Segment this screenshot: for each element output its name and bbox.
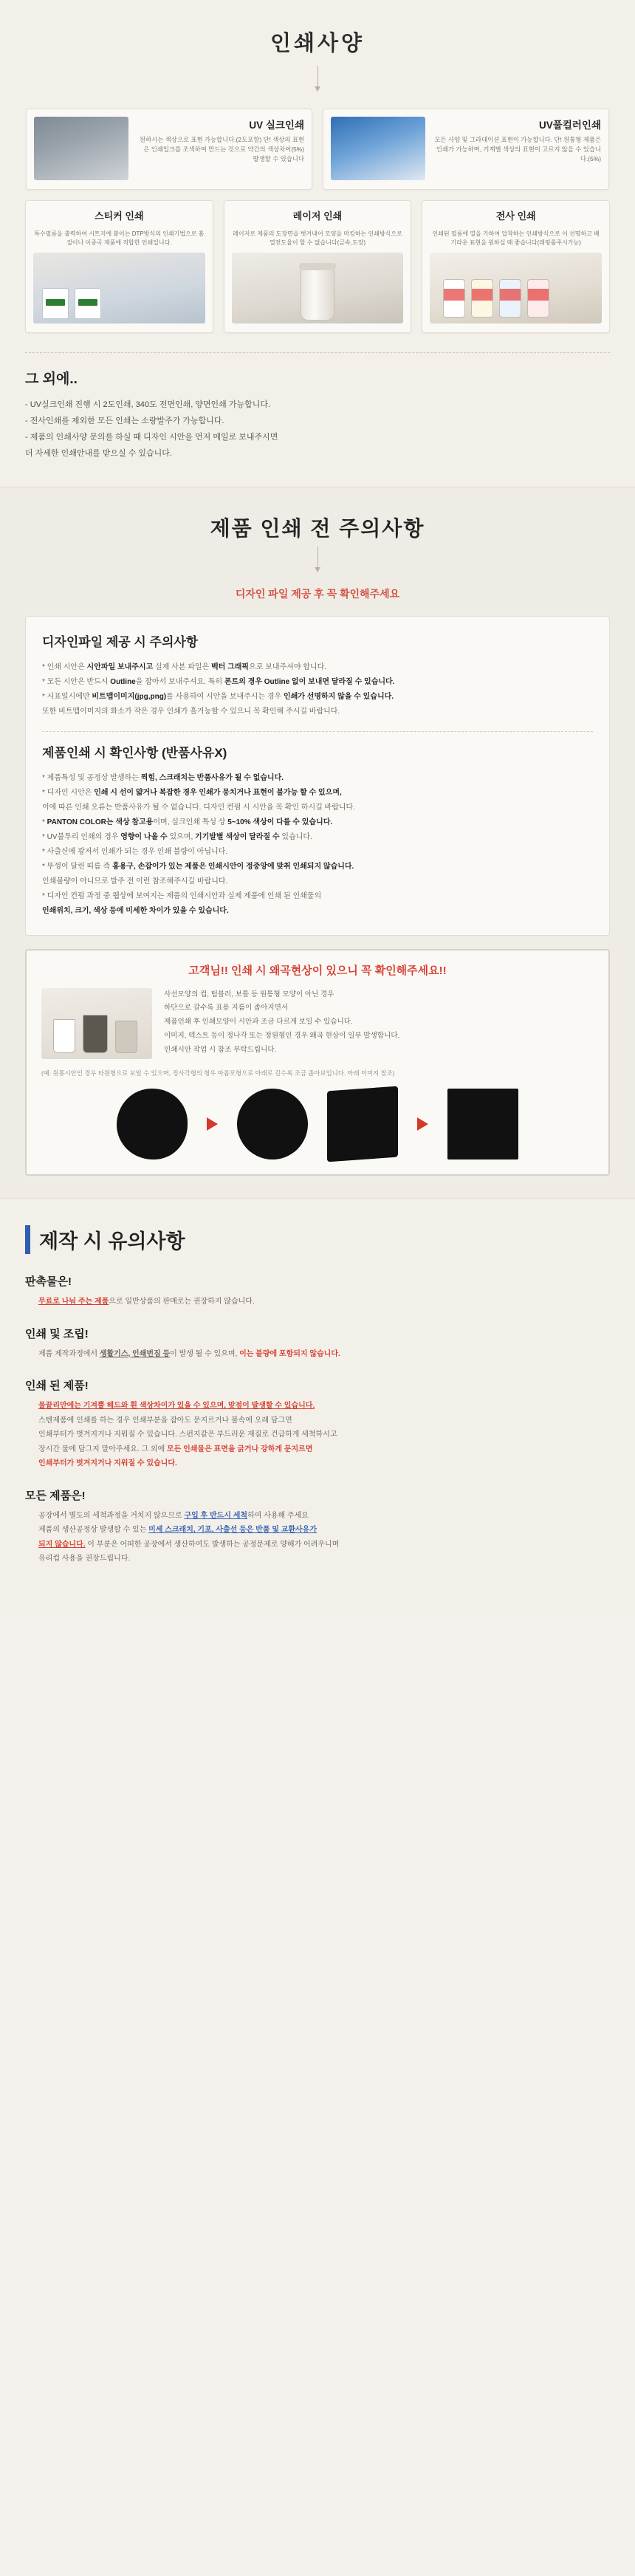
etc-item: - 전사인쇄를 제외한 모든 인쇄는 소량발주가 가능합니다. <box>25 416 224 425</box>
etc-item: - UV실크인쇄 진행 시 2도인쇄, 340도 전면인쇄, 양면인쇄 가능합니다. <box>25 400 271 409</box>
spec-cards-row-1 <box>0 91 635 190</box>
spec-card-desc: 원하시는 색상으로 표현 가능합니다.(2도포함) 단! 색상의 표현은 인쇄입크를 조색하여 만드는 것으로 약간의 색상차이(5%) 발생할 수 있습니다 <box>139 136 304 163</box>
warning-footnote: (예: 원통시안인 경우 타원형으로 보일 수 있으며, 정사각형의 형우 마름모형으로 아래로 갈수록 조금 좁아보입니다. 아래 이미지 참조) <box>41 1069 395 1077</box>
sticker-photo <box>33 253 205 323</box>
spec-card-title: UV풀컬러인쇄 <box>539 120 601 131</box>
skewed-square-shape <box>327 1086 398 1162</box>
notes-blocks <box>25 1273 610 1566</box>
laser-photo <box>232 253 404 323</box>
note-line: * 디자인 시안은 인쇄 시 선이 얇거나 복잡한 경우 인쇄가 뭉치거나 표현이 불가능 할 수 있으며, <box>42 788 342 797</box>
note-line: 이에 따른 인쇄 오류는 반품사유가 될 수 없습니다. 디자인 컨펌 시 시안을 꼭 확인 하시길 바랍니다. <box>42 803 355 812</box>
note-line: 인쇄부터가 벗겨지거나 지워질 수 있습니다. <box>38 1459 177 1468</box>
divider <box>42 731 593 732</box>
spec-card-uv-silk <box>26 109 312 190</box>
panel2-heading: 제품인쇄 시 확인사항 (반품사유X) <box>42 745 227 760</box>
note-line: * 인쇄 시안은 시안파일 보내주시고 실제 사본 파일은 벡터 그래픽으로 보내주셔야 합니다. <box>42 662 327 671</box>
spec-cards-row-2 <box>0 190 635 333</box>
uv-fullcolor-photo <box>331 117 425 180</box>
note-line: 인쇄부터가 벗겨지거나 지워질 수 있습니다. 스펀지같은 부드러운 재질로 건급하게 세척하시고 <box>38 1431 337 1439</box>
spec-card-desc: 모든 사양 및 그라데이션 표현이 가능합니다. 단! 원통형 제품은 인쇄가 가능하며, 기계별 색상의 표현이 고르지 않을 수 있습니다.(5%) <box>434 136 601 163</box>
note-line: 되지 않습니다. 이 부분은 어떠한 공장에서 생산하여도 발생하는 공정문제로 양해가 어려우니며 <box>38 1540 340 1549</box>
note-line: * PANTON COLOR는 색상 참고용이며, 실크인쇄 특성 상 5~10% 색상이 다를 수 있습니다. <box>42 818 333 826</box>
section2-title: 제품 인쇄 전 주의사항 <box>210 516 425 540</box>
spec-card-title: UV 실크인쇄 <box>249 120 304 131</box>
spec-card-title: 레이저 인쇄 <box>292 210 343 222</box>
uv-silk-photo <box>34 117 128 180</box>
note-line: * 시표일시에만 비트맵이미지(jpg,png)를 사용하여 시안을 보내주시는 경우 인쇄가 선명하지 않을 수 있습니다. <box>42 692 394 701</box>
section-print-spec <box>0 0 635 487</box>
etc-block <box>25 352 610 462</box>
spec-card-title: 전사 인쇄 <box>495 210 536 222</box>
note-line: 스텐제품에 인쇄를 하는 경우 인쇄부분을 잡아도 문지르거나 불속에 오래 담그면 <box>38 1416 292 1425</box>
spec-card-laser <box>224 200 412 333</box>
panel1-heading: 디자인파일 제공 시 주의사항 <box>42 634 199 649</box>
etc-item: - 제품의 인쇄사양 문의를 하실 때 디자인 시안을 먼저 메일로 보내주시면 <box>25 432 278 442</box>
note-line: * 사출신에 광저서 인쇄가 되는 경우 인쇄 불량이 아닙니다. <box>42 847 228 856</box>
note-line: 인쇄위치, 크기, 색상 등에 미세한 차이가 있을 수 있습니다. <box>42 906 229 915</box>
warning-body <box>164 988 399 1058</box>
note-line: * 모든 시안은 반드시 Outline을 잡아서 보내주셔요. 특히 폰트의 경우 Outline 없이 보내면 달라질 수 있습니다. <box>42 677 395 686</box>
cups-photo <box>41 988 152 1059</box>
panel2-lines <box>42 771 593 919</box>
note-block-heading: 모든 제품은! <box>25 1489 86 1502</box>
note-line: * 제품특성 및 공정상 발생하는 찍힘, 스크래치는 반품사유가 될 수 없습니다. <box>42 773 284 782</box>
flat-square-shape <box>447 1089 518 1159</box>
section1-title: 인쇄사양 <box>270 32 365 55</box>
note-line: 공장에서 별도의 세척과정을 거치지 않으므로 구입 후 반드시 세척하여 사용해 주세요 <box>38 1511 309 1520</box>
note-block-heading: 인쇄 된 제품! <box>25 1380 89 1393</box>
note-line: 물끝리만에는 기져뿔 헤드와 흰 색상차이가 있을 수 있으며, 맞점이 발생할 수 있습니다. <box>38 1402 315 1411</box>
spec-card-transfer <box>422 200 610 333</box>
arrow-right-icon <box>207 1117 218 1131</box>
etc-title: 그 외에.. <box>25 371 78 387</box>
transfer-photo <box>430 253 602 323</box>
spec-card-uv-fullcolor <box>323 109 609 190</box>
note-line: 또한 비트맵이미지의 화소가 작은 경우 인쇄가 흘거능할 수 있으니 꼭 확인해 주시길 바랍니다. <box>42 707 340 716</box>
note-line: 이미지, 텍스트 등이 정나각 또는 정원형인 경우 왜곡 현상이 일부 발생합니다. <box>164 1031 400 1040</box>
panel-distortion-warning <box>25 949 610 1176</box>
note-block <box>25 1326 610 1362</box>
note-line: 인쇄시안 작업 시 참조 부탁드립니다. <box>164 1045 277 1054</box>
spec-card-desc: 인쇄된 필름에 열을 가하여 압착하는 인쇄방식으로 이 선명하고 배기라운 표현을 원하실 때 좋습니다(래핑롤주시가능) <box>432 230 600 247</box>
note-block-heading: 판촉물은! <box>25 1275 72 1289</box>
section-manufacturing-notes <box>0 1198 635 1617</box>
warning-heading: 고객님!! 인쇄 시 왜곡현상이 있으니 꼭 확인해주세요!! <box>188 964 447 977</box>
note-line: 제품의 생산공정상 발생할 수 있는 미세 스크래치, 기포, 사출선 등은 반품 및 교환사유가 <box>38 1526 318 1535</box>
note-line: 장시간 물에 담그지 말아주세요. 그 외에 모든 인쇄물은 표면을 긁거나 강하게 문지르면 <box>38 1445 313 1453</box>
blob-shape <box>117 1089 188 1159</box>
spec-card-desc: 특수필름을 출력하여 시트지에 붙이는 DTP방식의 인쇄기법으로 홈질이나 이중곡 제품에 적합한 인쇄입니다. <box>34 230 205 247</box>
note-line: 인쇄불량이 아니므로 발주 전 이런 참조해주시길 바랍니다. <box>42 877 228 886</box>
note-line: 하단으로 갈수록 표용 지름이 좁아지면서 <box>164 1004 289 1013</box>
section-precautions <box>0 487 635 1198</box>
circle-shape <box>237 1089 308 1159</box>
spec-card-desc: 레이저로 제품의 도장면을 벗겨내어 모양을 마킹하는 인쇄방식으로 열전도율이 할 수 없습니다(금속,도장) <box>233 230 402 247</box>
panel1-lines <box>42 660 593 719</box>
note-block <box>25 1487 610 1566</box>
spec-card-sticker <box>25 200 213 333</box>
section3-title: 제작 시 유의사항 <box>25 1225 610 1254</box>
note-block <box>25 1273 610 1309</box>
note-block <box>25 1377 610 1471</box>
note-line: 무료로 나눠 주는 제품으로 일반상품의 판매로는 권장하지 않습니다. <box>38 1298 255 1306</box>
note-line: * 디자인 컨펌 과정 중 웹상에 보여지는 제품의 인쇄시안과 실제 제품에 인쇄 된 인쇄물의 <box>42 891 322 900</box>
note-line: 유리컵 사용을 권장드립니다. <box>38 1555 131 1563</box>
note-line: * UV불투리 인쇄의 경우 영향이 나올 수 있으며, 기기발별 색상이 달라질 수 있습니다. <box>42 832 312 841</box>
section2-subtitle: 디자인 파일 제공 후 꼭 확인해주세요 <box>235 587 400 600</box>
note-block-heading: 인쇄 및 조립! <box>25 1327 89 1340</box>
note-line: 제품 제작과정에서 생활기스, 인쇄번짐 등이 발생 될 수 있으며, 이는 불량에 포함되지 않습니다. <box>38 1349 340 1358</box>
note-line: 제품인쇄 후 인쇄모양이 시안과 조금 다르게 보일 수 있습니다. <box>164 1018 353 1027</box>
spec-card-title: 스티커 인쇄 <box>95 210 144 222</box>
etc-item: 더 자세한 인쇄안내를 받으실 수 있습니다. <box>25 448 172 458</box>
note-line: * 뚜껑이 달린 띠름 즉 홍용구, 손잡이가 있는 제품은 인쇄시안이 정중앙에 맞취 인쇄되지 않습니다. <box>42 862 354 871</box>
note-line: 사선모양의 컵, 텀블러, 보틀 등 원통형 모양이 아닌 경우 <box>164 990 334 998</box>
arrow-right-icon <box>417 1117 428 1131</box>
panel-design-file <box>25 616 610 936</box>
shape-comparison <box>41 1089 594 1159</box>
